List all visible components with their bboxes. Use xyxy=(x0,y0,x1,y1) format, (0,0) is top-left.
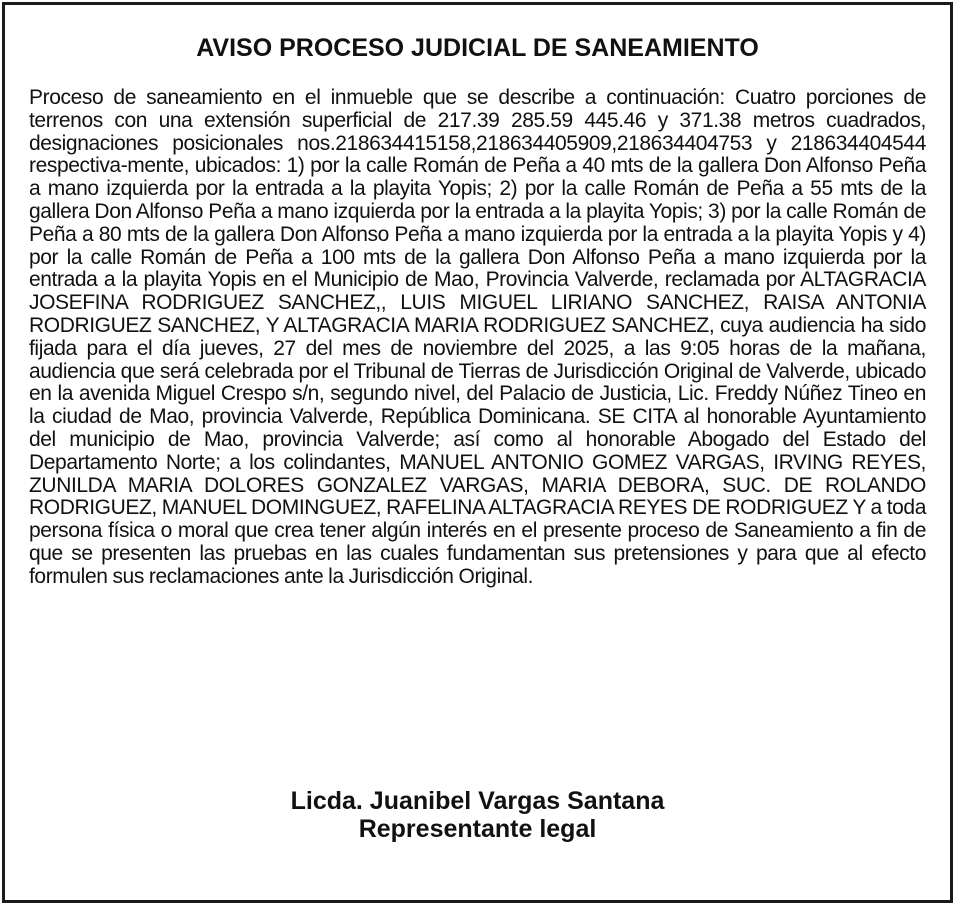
signature-role: Representante legal xyxy=(358,815,597,843)
notice-body: Proceso de saneamiento en el inmueble que se describe a continuación: Cuatro porciones de terrenos con una extensión superficial de 217.39 285.59 445.46 y 371.38 metros cuadrados, designaciones posicionales nos.218634415158,218634405909,218634404753 y 218634404544 respectiva-mente, ubicados: 1) por la calle Román de Peña a 40 mts de la gallera Don Alfonso Peña a mano izquierda por la entrada a la playita Yopis; 2) por la calle Román de Peña a 55 mts de la gallera Don Alfonso Peña a mano izquierda por la entrada a la playita Yopis; 3) por la calle Román de Peña a 80 mts de la gallera Don Alfonso Peña a mano izquierda por la entrada a la playita Yopis y 4) por la calle Román de Peña a 100 mts de la gallera Don Alfonso Peña a mano izquierda por la entrada a la playita Yopis en el Municipio de Mao, Provincia Valverde, reclamada por ALTAGRACIA JOSEFINA RODRIGUEZ SANCHEZ,, LUIS MIGUEL LIRIANO SANCHEZ, RAISA ANTONIA RODRIGUEZ SANCHEZ, Y ALTAGRACIA MARIA RODRIGUEZ SANCHEZ, cuya audiencia ha sido fijada para el día jueves, 27 del mes de noviembre del 2025, a las 9:05 horas de la mañana, audiencia que será celebrada por el Tribunal de Tierras de Jurisdicción Original de Valverde, ubicado en la avenida Miguel Crespo s/n, segundo nivel, del Palacio de Justicia, Lic. Freddy Núñez Tineo en la ciudad de Mao, provincia Valverde, República Dominicana. SE CITA al honorable Ayuntamiento del municipio de Mao, provincia Valverde; así como al honorable Abogado del Estado del Departamento Norte; a los colindantes, MANUEL ANTONIO GOMEZ VARGAS, IRVING REYES, ZUNILDA MARIA DOLORES GONZALEZ VARGAS, MARIA DEBORA, SUC. DE ROLANDO RODRIGUEZ, MANUEL DOMINGUEZ, RAFELINA ALTAGRACIA REYES DE RODRIGUEZ Y a toda persona física o moral que crea tener algún interés en el presente proceso de Saneamiento a fin de que se presenten las pruebas en las cuales fundamentan sus pretensiones y para que al efecto formulen sus reclamaciones ante la Jurisdicción Original. xyxy=(29,86,926,588)
notice-frame xyxy=(2,2,953,903)
signature-block xyxy=(5,787,950,843)
signature-name: Licda. Juanibel Vargas Santana xyxy=(290,787,665,815)
notice-title: AVISO PROCESO JUDICIAL DE SANEAMIENTO xyxy=(196,34,759,62)
